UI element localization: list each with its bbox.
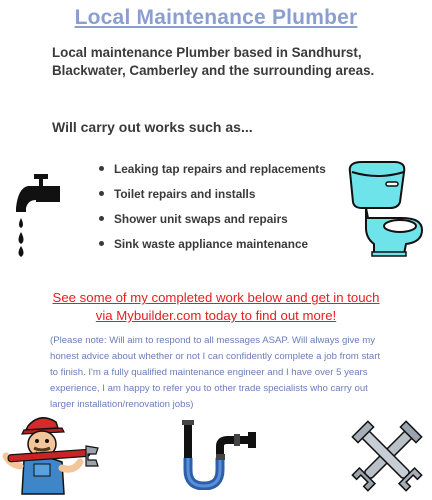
works-list	[96, 158, 336, 258]
list-item-text: Toilet repairs and installs	[114, 187, 256, 201]
list-item	[96, 233, 336, 258]
drain-pipe-icon	[180, 418, 260, 490]
list-item	[96, 208, 336, 233]
list-item-text: Sink waste appliance maintenance	[114, 237, 309, 251]
works-heading: Will carry out works such as...	[52, 119, 253, 135]
intro-text: Local maintenance Plumber based in Sandhurst, Blackwater, Camberley and the surrounding areas.	[52, 45, 375, 78]
dripping-tap-icon	[10, 170, 64, 258]
list-item	[96, 158, 336, 183]
list-item-text: Shower unit swaps and repairs	[114, 212, 288, 226]
bullet-icon	[99, 166, 104, 171]
list-item-text: Leaking tap repairs and replacements	[114, 162, 326, 176]
cta-link[interactable]: See some of my completed work below and get in touch via Mybuilder.com today to find out more!	[52, 290, 380, 323]
plumber-mascot-icon	[0, 412, 100, 498]
list-item	[96, 183, 336, 208]
page-title: Local Maintenance Plumber	[74, 6, 358, 29]
crossed-wrenches-icon	[346, 416, 428, 496]
bullet-icon	[99, 241, 104, 246]
bullet-icon	[99, 191, 104, 196]
bullet-icon	[99, 216, 104, 221]
toilet-icon	[344, 158, 426, 258]
note-text: (Please note: Will aim to respond to all messages ASAP. Will always give my honest advice about whether or not I can confidently complete a job from start to finish. I'm a fully qualified maintenance engineer and I have over 5 years experience, I am happy to refer you to other trade specialists who carry out larger installation/renovation jobs)	[50, 335, 381, 410]
